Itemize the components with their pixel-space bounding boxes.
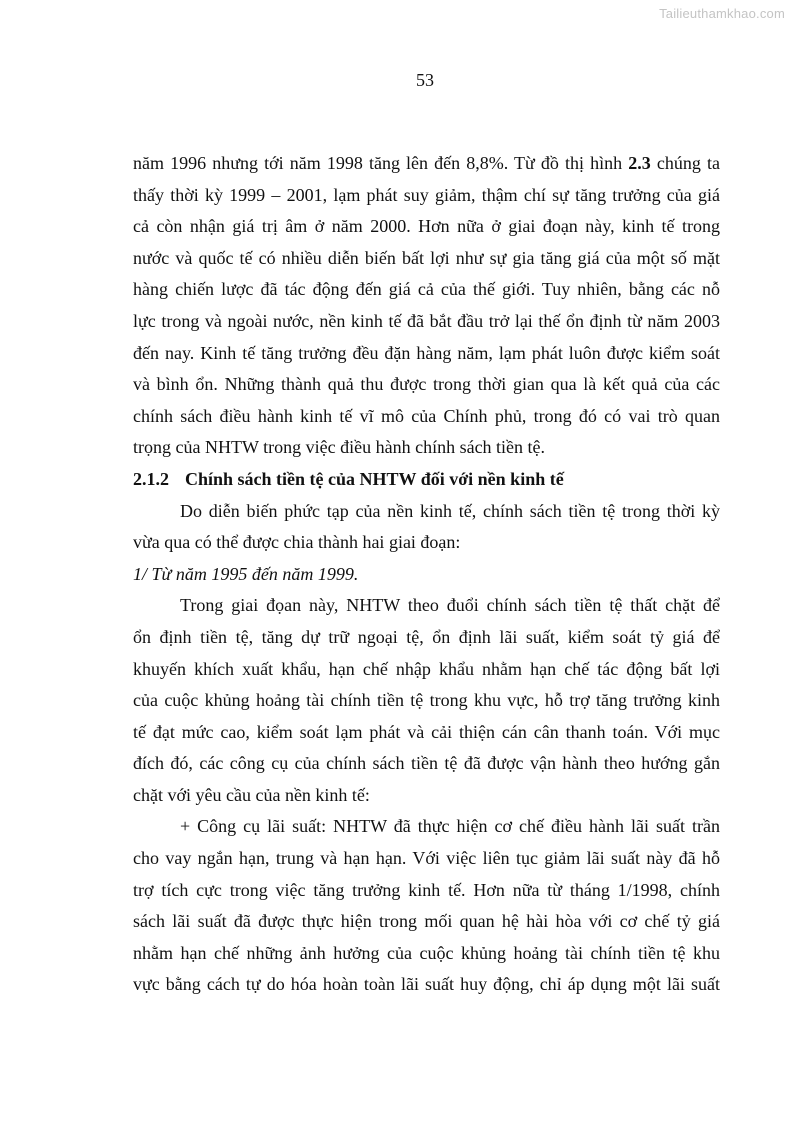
text-line: trợ tích cực trong việc tăng trưởng kinh tế. Hơn nữa từ tháng 1/1998, chính: [133, 879, 720, 900]
text-line: trọng của NHTW trong việc điều hành chính sách tiền tệ.: [133, 437, 546, 458]
text-line: khuyến khích xuất khẩu, hạn chế nhập khẩu nhằm hạn chế tác động bất lợi: [133, 658, 720, 679]
text-line: chặt với yêu cầu của nền kinh tế:: [133, 784, 370, 805]
text-line: Do diễn biến phức tạp của nền kinh tế, chính sách tiền tệ trong thời kỳ: [180, 500, 720, 521]
figure-reference: 2.3: [628, 153, 651, 173]
text-line: nhằm hạn chế những ảnh hưởng của cuộc khủng hoảng tài chính tiền tệ khu: [133, 942, 720, 963]
paragraph-interest-rate: [133, 811, 720, 1001]
text-line: [133, 148, 720, 180]
text-line: vừa qua có thể được chia thành hai giai đoạn:: [133, 532, 461, 553]
paragraph-intro: [133, 148, 720, 464]
text-line: tế đạt mức cao, kiểm soát lạm phát và cải thiện cán cân thanh toán. Với mục: [133, 721, 720, 742]
section-title: Chính sách tiền tệ của NHTW đối với nền kinh tế: [185, 468, 564, 489]
page-number: 53: [416, 70, 434, 90]
text-line: đích đó, các công cụ của chính sách tiền tệ đã được vận hành theo hướng gắn: [133, 753, 720, 774]
text-line: nước và quốc tế có nhiều diễn biến bất lợi như sự gia tăng giá của một số mặt: [133, 247, 720, 268]
text-line: sách lãi suất đã được thực hiện trong mối quan hệ hài hòa với cơ chế tỷ giá: [133, 911, 720, 932]
text-line: + Công cụ lãi suất: NHTW đã thực hiện cơ chế điều hành lãi suất trần: [180, 816, 720, 837]
text-line: của cuộc khủng hoảng tài chính tiền tệ trong khu vực, hỗ trợ tăng trưởng kinh: [133, 690, 720, 711]
section-heading: [133, 464, 720, 496]
watermark-text: Tailieuthamkhao.com: [659, 6, 785, 21]
paragraph-phases: [133, 496, 720, 559]
text-line: hàng chiến lược đã tác động đến giá cả của thế giới. Tuy nhiên, bằng các nỗ: [133, 279, 720, 300]
text-line: ổn định tiền tệ, tăng dự trữ ngoại tệ, ổn định lãi suất, kiểm soát tỷ giá để: [133, 626, 720, 647]
text-line: cả còn nhận giá trị âm ở năm 2000. Hơn nữa ở giai đoạn này, kinh tế trong: [133, 216, 720, 237]
text-run: chúng ta: [650, 153, 720, 173]
text-line: lực trong và ngoài nước, nền kinh tế đã bắt đầu trở lại thế ổn định từ năm 2003: [133, 310, 720, 331]
text-line: chính sách điều hành kinh tế vĩ mô của Chính phủ, trong đó có vai trò quan: [133, 405, 720, 426]
text-line: đến nay. Kinh tế tăng trưởng đều đặn hàng năm, lạm phát luôn được kiểm soát: [133, 342, 720, 363]
paragraph-policy: [133, 590, 720, 811]
text-line: và bình ổn. Những thành quả thu được trong thời gian qua là kết quả của các: [133, 374, 720, 395]
text-line: vực bằng cách tự do hóa hoàn toàn lãi suất huy động, chỉ áp dụng một lãi suất: [133, 974, 720, 995]
text-line: cho vay ngắn hạn, trung và hạn hạn. Với việc liên tục giảm lãi suất này đã hỗ: [133, 848, 720, 869]
text-run: năm 1996 nhưng tới năm 1998 tăng lên đến 8,8%. Từ đồ thị hình: [133, 153, 629, 173]
document-body: [133, 148, 720, 1001]
section-number: 2.1.2: [133, 468, 169, 489]
text-line: thấy thời kỳ 1999 – 2001, lạm phát suy giảm, thậm chí sự tăng trưởng của giá: [133, 184, 720, 205]
subheading-period: 1/ Từ năm 1995 đến năm 1999.: [133, 563, 359, 584]
text-line: Trong giai đọan này, NHTW theo đuổi chính sách tiền tệ thất chặt để: [180, 595, 720, 616]
